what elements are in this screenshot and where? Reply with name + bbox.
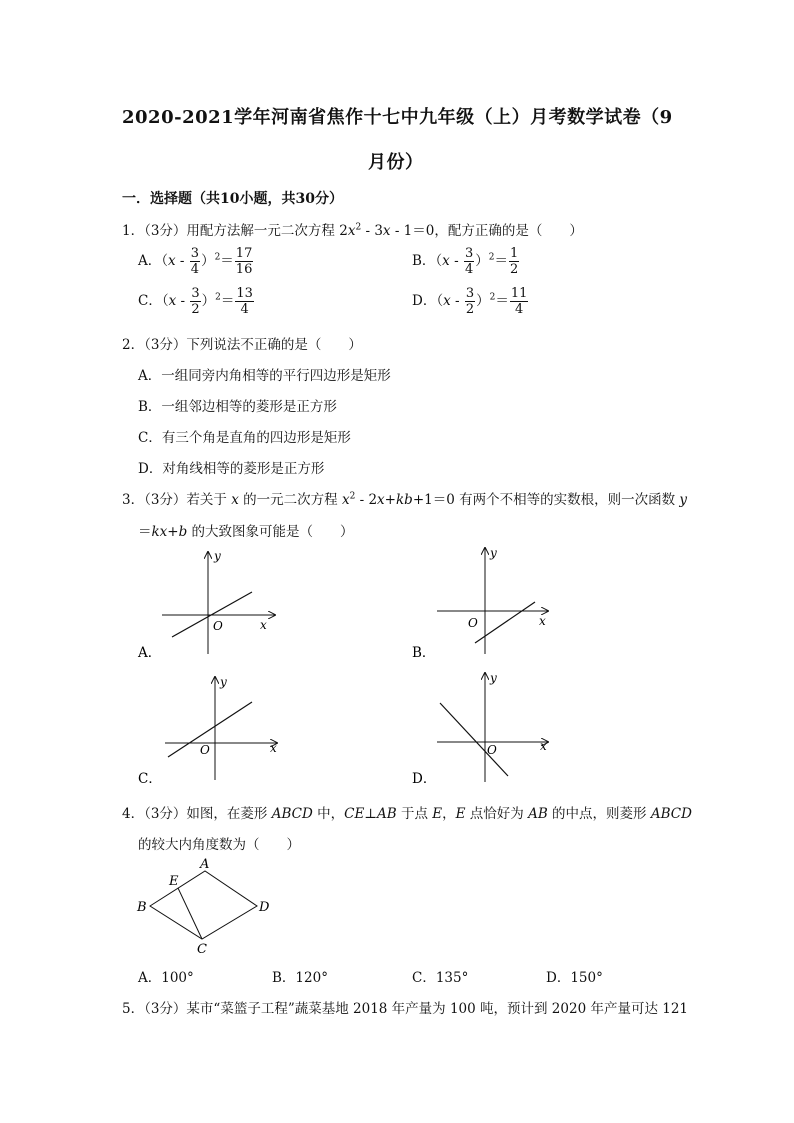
equals-sign: ＝ [494,253,508,269]
minus-sign: - [449,253,463,269]
equals-sign: ＝ [220,253,234,269]
q3-var: x [377,492,385,508]
close-paren: ） [201,293,216,309]
function-line [168,702,252,757]
page-title-line1: 2020-2021学年河南省焦作十七中九年级（上）月考数学试卷（9 [122,107,673,128]
q3-text: - 2 [355,492,378,508]
q3-var: kx [151,524,168,540]
var-x: x [168,293,177,309]
option-label-b: B． [412,645,436,661]
axis-y-label: y [490,546,497,560]
square-exponent: 2 [488,252,495,263]
question-5-stem: 5．（3分）某市“菜篮子工程”蔬菜基地 2018 年产量为 100 吨，预计到 2020 年产量可达 121 [122,1001,689,1017]
rhs-fraction [235,247,254,276]
denominator: 4 [240,302,249,317]
section-heading: 一．选择题（共10小题，共30分） [122,191,343,207]
q1-stem-text: - 1＝0，配方正确的是（ ） [390,223,583,239]
q4-option-a[interactable]: A．100° [138,970,194,986]
q3-text: + [384,492,396,508]
rhombus [150,871,257,939]
option-label: A．（ [138,253,168,269]
minus-sign: - [176,293,190,309]
denominator: 4 [515,302,524,317]
q1-stem-text: 1．（3分）用配方法解一元二次方程 2 [122,223,348,239]
q3-text: 的一元二次方程 [238,492,342,508]
q3-text: ＝ [138,524,152,540]
square-exponent: 2 [489,292,496,303]
point-b-label: B [137,900,147,915]
question-4-stem-line2: 的较大内角度数为（ ） [138,837,300,853]
square-exponent: 2 [214,252,221,263]
denominator: 16 [235,262,253,277]
denominator: 4 [464,262,474,277]
axis-x-label: x [539,614,546,628]
axis-y-label: y [220,675,227,689]
q1-option-b[interactable] [412,247,520,276]
q3-text: 3．（3分）若关于 [122,492,232,508]
q2-option-c[interactable]: C．有三个角是直角的四边形是矩形 [138,430,351,446]
origin-label: O [200,743,210,757]
numerator: 3 [465,286,475,301]
q3-graphs [0,540,794,790]
denominator: 2 [191,302,200,317]
option-label-d: D． [412,771,437,787]
q4-text: 中， [312,806,345,822]
close-paren: ） [476,293,490,309]
q4-var: E [432,806,443,822]
origin-label: O [487,743,497,757]
q3-text: + [167,524,179,540]
rhs-fraction [510,287,529,316]
page-title-line2: 月份） [368,152,424,173]
q4-var: ABCD [650,806,692,822]
q4-text: ， [442,806,456,822]
numerator: 17 [235,246,253,261]
fraction [190,287,200,316]
equals-sign: ＝ [495,293,509,309]
equals-sign: ＝ [220,293,235,309]
q3-var: b [178,524,188,540]
denominator: 2 [465,302,475,317]
origin-label: O [213,619,223,633]
option-label-a: A． [138,645,162,661]
question-3-stem-line2 [138,520,354,540]
numerator: 1 [509,246,519,261]
q2-option-d[interactable]: D．对角线相等的菱形是正方形 [138,461,325,477]
numerator: 11 [510,286,528,301]
var-x: x [168,253,176,269]
fraction [465,287,475,316]
q3-text: +1＝0 有两个不相等的实数根，则一次函数 [412,492,680,508]
axis-x-label: x [540,739,547,753]
q3-var: kb [395,492,413,508]
point-d-label: D [259,900,270,915]
close-paren: ） [201,253,215,269]
square-exponent: 2 [215,292,221,303]
q4-var: CE⊥AB [344,806,397,822]
minus-sign: - [450,293,464,309]
q3-var: x [341,492,350,508]
q2-option-a[interactable]: A．一组同旁内角相等的平行四边形是矩形 [138,368,391,384]
function-line [475,602,535,643]
origin-label: O [468,616,478,630]
denominator: 2 [509,262,519,277]
question-2-stem: 2．（3分）下列说法不正确的是（ ） [122,337,362,353]
function-line [440,703,508,776]
q2-option-b[interactable]: B．一组邻边相等的菱形是正方形 [138,399,337,415]
q3-sup: 2 [349,491,356,502]
numerator: 3 [190,246,200,261]
q4-text: 点恰好为 [465,806,529,822]
q1-option-d[interactable] [412,287,529,316]
q1-sup: 2 [355,222,362,233]
q4-option-b[interactable]: B．120° [272,970,328,986]
q4-var: AB [528,806,548,822]
option-label-c: C． [138,771,162,787]
q4-text: 的中点，则菱形 [547,806,651,822]
q3-var: y [679,492,688,508]
fraction [464,247,474,276]
rhs-fraction [509,247,519,276]
numerator: 3 [191,286,200,301]
option-label: C．（ [138,293,169,309]
q3-text: 的大致图象可能是（ ） [187,524,354,540]
q4-option-c[interactable]: C．135° [412,970,469,986]
q4-rhombus-figure [130,858,290,958]
fraction [190,247,200,276]
close-paren: ） [475,253,489,269]
q4-option-d[interactable]: D．150° [546,970,603,986]
numerator: 13 [236,286,253,301]
point-c-label: C [197,942,207,957]
denominator: 4 [190,262,200,277]
point-a-label: A [200,858,210,872]
q4-text: 于点 [396,806,433,822]
var-x: x [442,253,450,269]
q3-graph-a[interactable] [137,549,275,661]
axis-x-label: x [270,741,277,755]
axis-y-label: y [214,549,221,563]
q1-var-x: x [382,223,391,239]
q3-graph-b[interactable] [412,546,548,661]
question-1-stem [122,219,583,239]
q3-graph-c[interactable] [138,675,277,787]
rhs-fraction [235,287,254,316]
var-x: x [443,293,451,309]
q1-option-c[interactable] [138,287,255,316]
option-label: D．（ [412,293,444,309]
question-4-stem-line1 [122,802,692,822]
q4-var: ABCD [271,806,313,822]
q3-graph-d[interactable] [412,671,548,787]
q4-var: E [455,806,466,822]
minus-sign: - [175,253,189,269]
axis-x-label: x [260,618,267,632]
q3-var: x [231,492,239,508]
q1-var-x: x [347,223,356,239]
numerator: 3 [464,246,474,261]
q4-text: 4．（3分）如图，在菱形 [122,806,272,822]
q1-option-a[interactable] [138,247,254,276]
option-label: B．（ [412,253,443,269]
point-e-label: E [169,874,179,889]
q1-stem-text: - 3 [361,223,383,239]
question-3-stem-line1 [122,488,687,508]
axis-y-label: y [490,671,497,685]
